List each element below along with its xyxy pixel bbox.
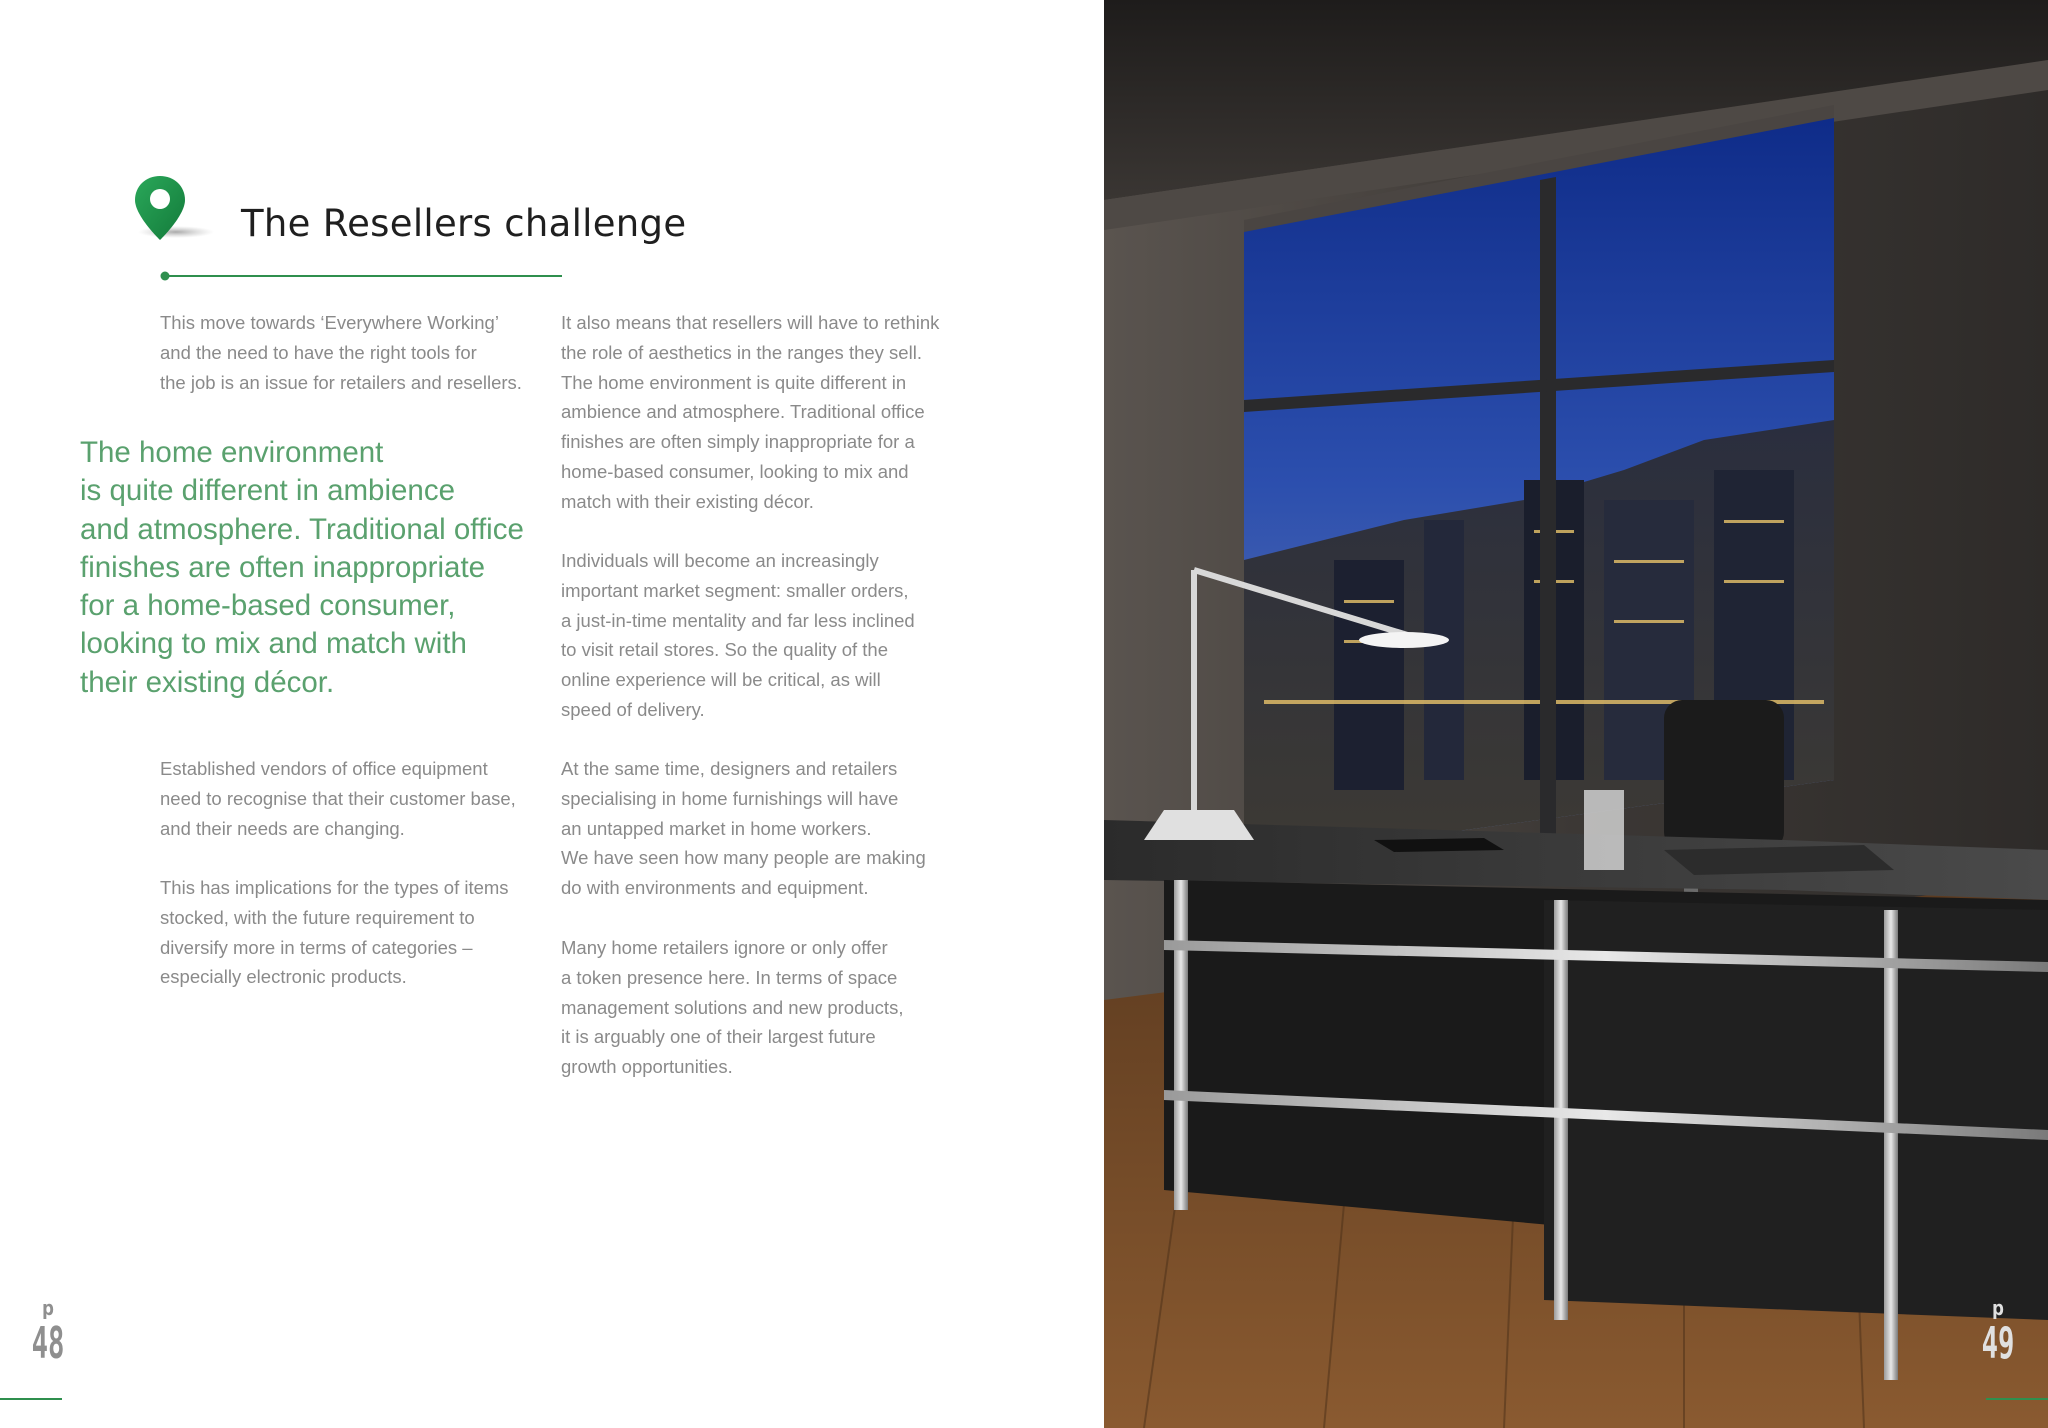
col2-paragraph-2: Individuals will become an increasingly important market segment: smaller orders, a just-in-time mentality and far less inclined to visit retail stores. So the quality of the online experience will be critical, as will speed of delivery.: [561, 550, 915, 720]
page-title: The Resellers challenge: [241, 202, 687, 245]
office-photo: [1104, 0, 2048, 1428]
col1-paragraph-3: This has implications for the types of items stocked, with the future requirement to diversify more in terms of categories – especially electronic products.: [160, 877, 509, 988]
pull-quote: The home environment is quite different in ambience and atmosphere. Traditional office finishes are often inappropriate for a home-based consumer, looking to mix and match with their existing décor.: [80, 436, 524, 699]
col2-paragraph-1: It also means that resellers will have to rethink the role of aesthetics in the ranges they sell. The home environment is quite different in ambience and atmosphere. Traditional office finishes are often simply inappropriate for a home-based consumer, looking to mix and match with their existing décor.: [561, 312, 940, 512]
page-number: 49: [1981, 1318, 2015, 1369]
right-page: [1104, 0, 2048, 1428]
map-pin-icon: [130, 174, 220, 246]
footer-line-right: [1986, 1398, 2048, 1400]
col1-paragraph-2: Established vendors of office equipment need to recognise that their customer base, and their needs are changing.: [160, 758, 516, 839]
page-number-left: [18, 1298, 78, 1370]
page-label: p: [1991, 1296, 2005, 1320]
title-underline: [160, 270, 562, 282]
page-number: 48: [31, 1318, 65, 1369]
col1-paragraph-1: This move towards ‘Everywhere Working’ and the need to have the right tools for the job is an issue for retailers and resellers.: [160, 312, 522, 393]
footer-line-left: [0, 1398, 62, 1400]
page-label: p: [41, 1296, 55, 1320]
col2-paragraph-3: At the same time, designers and retailers specialising in home furnishings will have an untapped market in home workers. We have seen how many people are making do with environments and equipment.: [561, 758, 926, 899]
col2-paragraph-4: Many home retailers ignore or only offer a token presence here. In terms of space management solutions and new products, it is arguably one of their largest future growth opportunities.: [561, 937, 904, 1078]
page-number-right: [1968, 1298, 2028, 1370]
